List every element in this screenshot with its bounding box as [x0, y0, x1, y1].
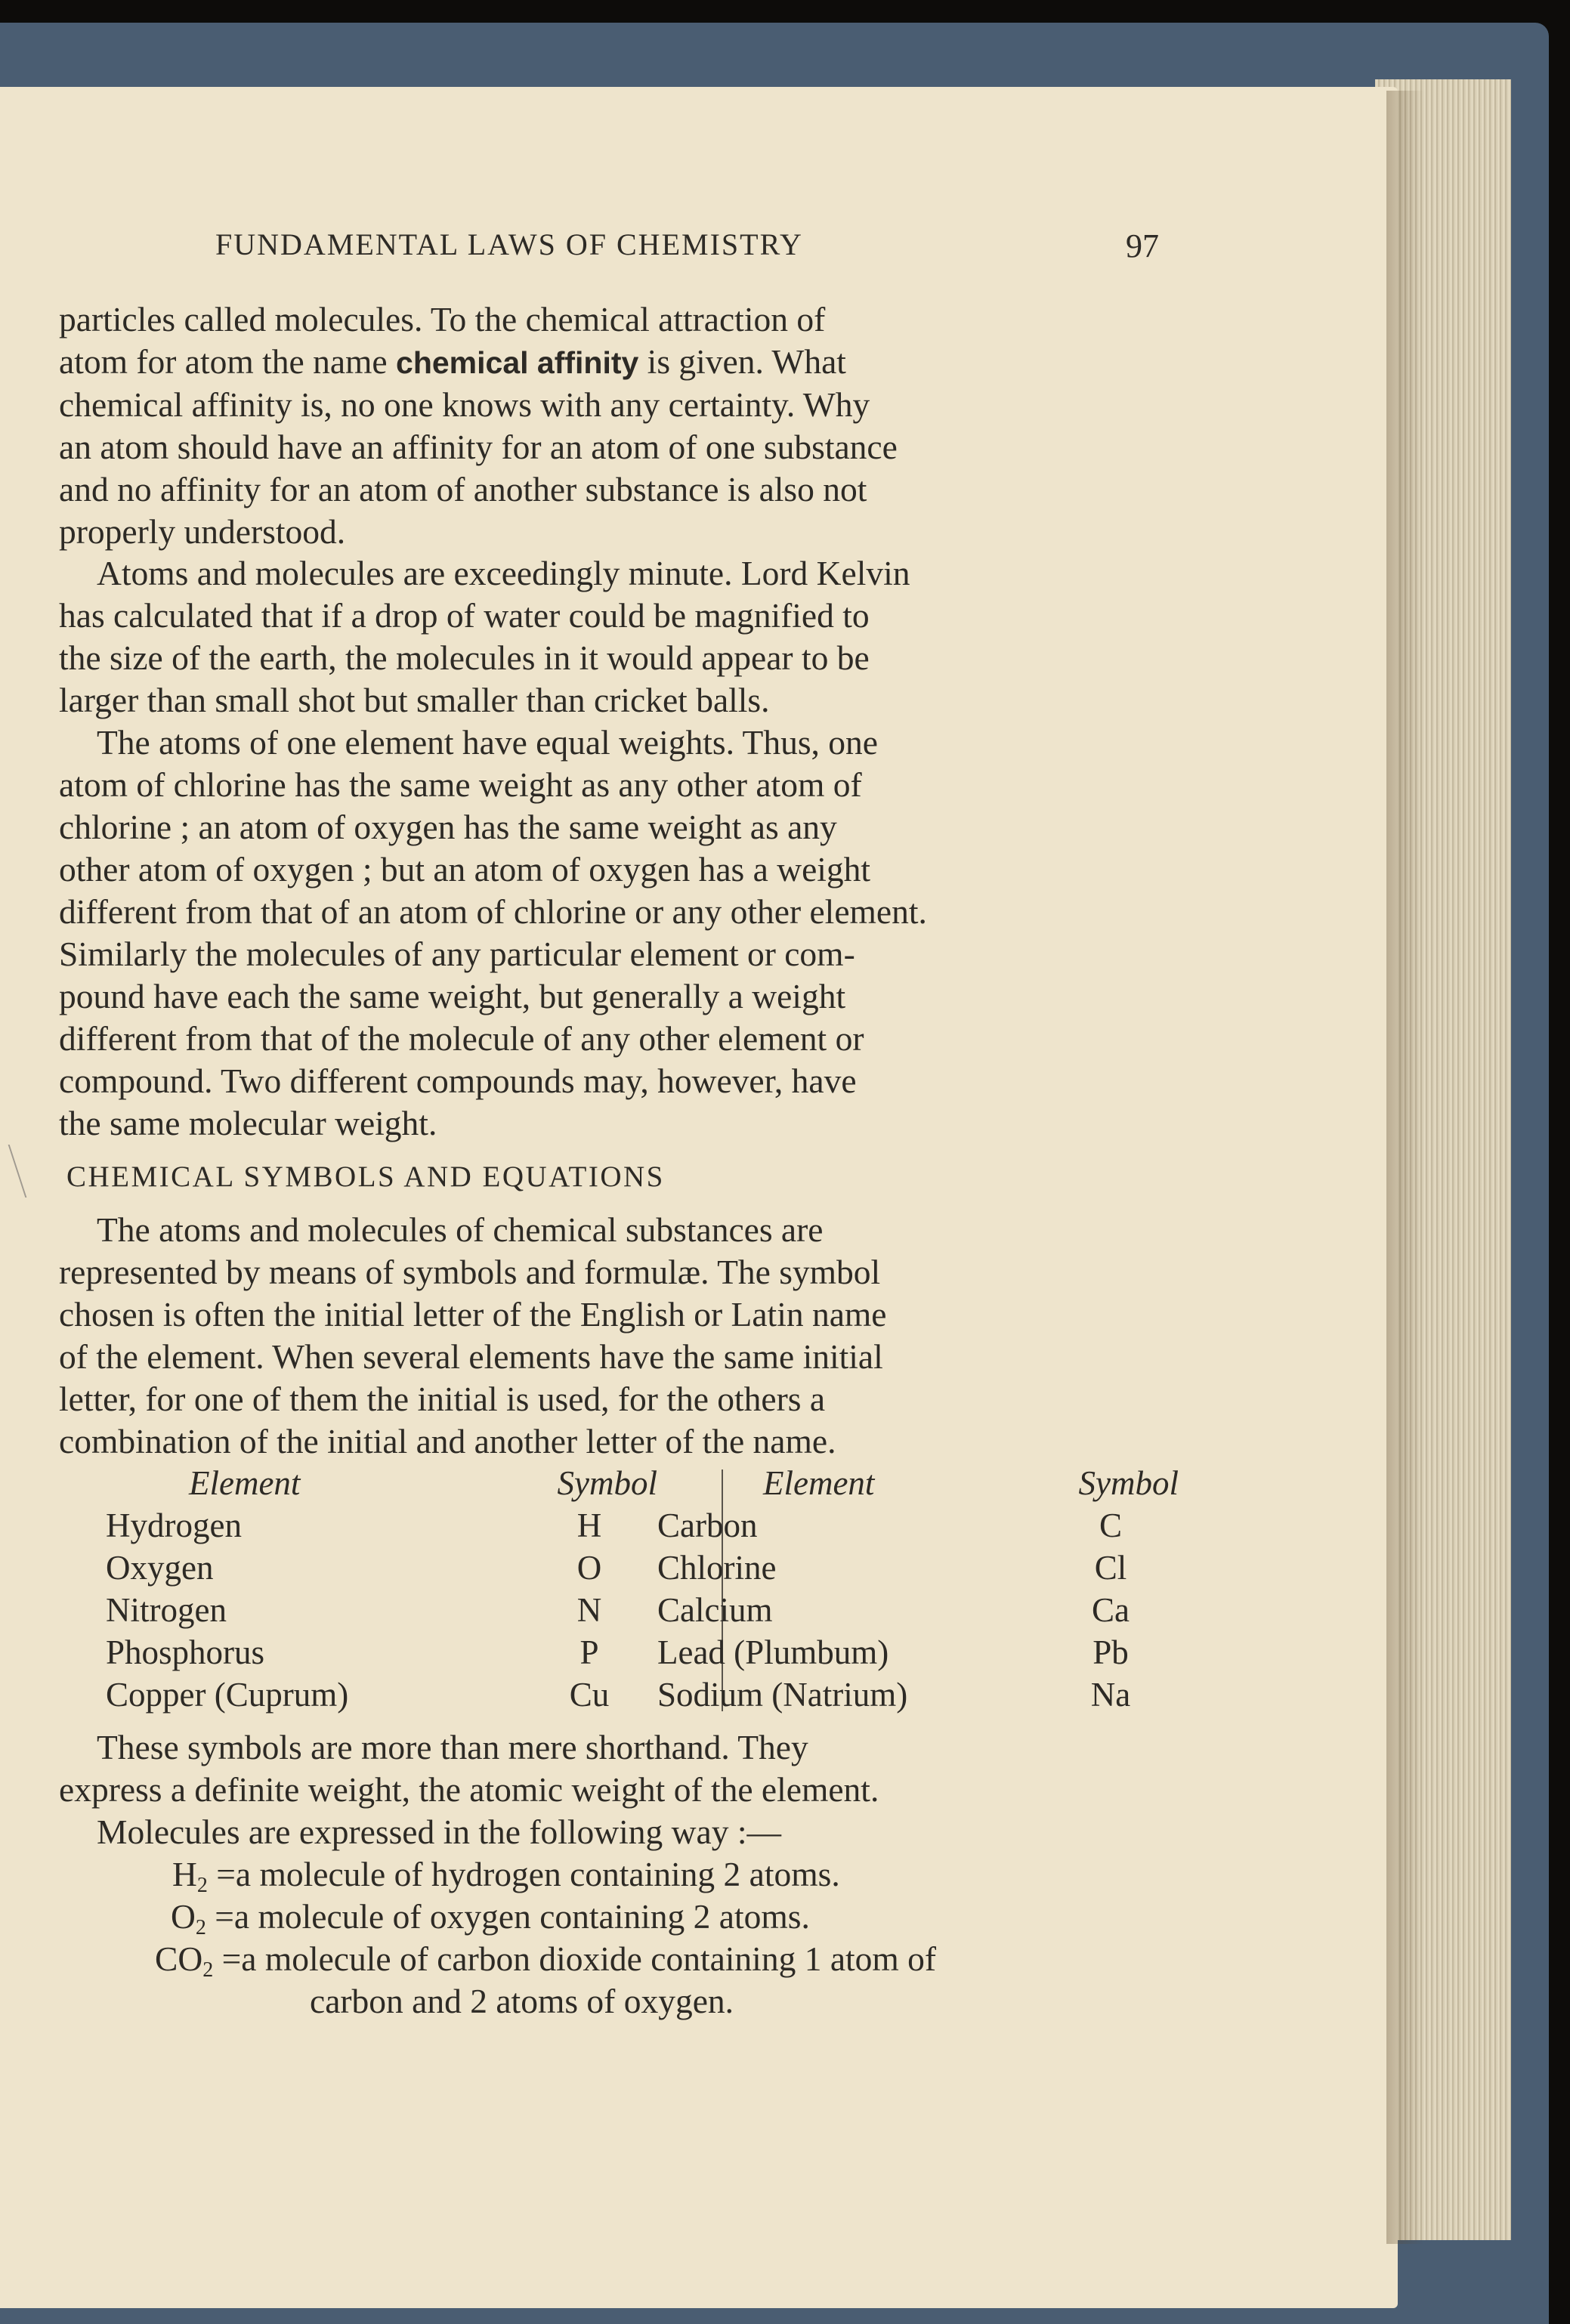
page-number: 97: [1126, 227, 1159, 264]
paragraph-1: [59, 298, 1170, 553]
paragraph-3: [59, 722, 1170, 1145]
formula-subscript: 2: [196, 1874, 208, 1897]
table-cell-symbol: Pb: [1093, 1633, 1129, 1671]
column-header-element: Element: [763, 1464, 875, 1502]
text-line: represented by means of symbols and formulæ. The symbol: [59, 1253, 881, 1291]
section-heading: CHEMICAL SYMBOLS AND EQUATIONS: [66, 1160, 665, 1193]
text-line: Atoms and molecules are exceedingly minute. Lord Kelvin: [97, 554, 910, 592]
text-line: chemical affinity is, no one knows with any certainty. Why: [59, 385, 870, 424]
paragraph-6: [59, 1811, 1170, 1853]
text-line: express a definite weight, the atomic weight of the element.: [59, 1770, 879, 1809]
table-cell-element: Lead (Plumbum): [657, 1633, 889, 1671]
paragraph-2: [59, 552, 1170, 722]
table-cell-element: Sodium (Natrium): [657, 1676, 908, 1714]
text-line: has calculated that if a drop of water could be magnified to: [59, 596, 870, 635]
formula-subscript: 2: [202, 1958, 214, 1982]
bold-term: chemical affinity: [396, 345, 639, 380]
text-line: letter, for one of them the initial is used, for the others a: [59, 1380, 826, 1418]
text-line: and no affinity for an atom of another substance is also not: [59, 470, 867, 508]
text-run: is given. What: [638, 342, 846, 381]
text-line: combination of the initial and another letter of the name.: [59, 1422, 836, 1460]
text-line: atom of chlorine has the same weight as any other atom of: [59, 765, 862, 804]
formula-symbol: CO: [155, 1939, 203, 1978]
text-line: the size of the earth, the molecules in it would appear to be: [59, 638, 870, 677]
table-cell-symbol: P: [579, 1633, 599, 1671]
table-cell-symbol: Cu: [569, 1676, 610, 1714]
table-cell-element: Nitrogen: [106, 1591, 227, 1629]
text-line: chosen is often the initial letter of the English or Latin name: [59, 1295, 887, 1334]
text-line: Molecules are expressed in the following way :—: [97, 1813, 781, 1851]
text-line: different from that of the molecule of any other element or: [59, 1019, 864, 1058]
running-title: FUNDAMENTAL LAWS OF CHEMISTRY: [215, 227, 803, 261]
column-header-symbol: Symbol: [557, 1464, 657, 1502]
formula-co2-continuation: carbon and 2 atoms of oxygen.: [310, 1982, 734, 2020]
formula-subscript: 2: [195, 1916, 206, 1939]
table-cell-element: Hydrogen: [106, 1507, 242, 1544]
table-cell-symbol: H: [576, 1507, 602, 1544]
text-line: different from that of an atom of chlorine or any other element.: [59, 892, 927, 931]
paragraph-4: [59, 1209, 1170, 1463]
table-cell-symbol: Ca: [1092, 1591, 1130, 1629]
formula-text: =a molecule of oxygen containing 2 atoms.: [206, 1897, 810, 1936]
text-line: chlorine ; an atom of oxygen has the same weight as any: [59, 808, 837, 846]
table-cell-symbol: N: [576, 1591, 602, 1629]
text-line: other atom of oxygen ; but an atom of oxygen has a weight: [59, 850, 871, 888]
text-line: pound have each the same weight, but generally a weight: [59, 977, 846, 1015]
table-cell-symbol: C: [1099, 1507, 1122, 1544]
element-symbol-table: [106, 1462, 1179, 1719]
text-line: The atoms and molecules of chemical substances are: [97, 1210, 824, 1249]
text-line: of the element. When several elements have the same initial: [59, 1337, 883, 1376]
formula-symbol: H: [172, 1855, 197, 1893]
table-cell-symbol: O: [576, 1549, 602, 1587]
formula-text: =a molecule of hydrogen containing 2 atoms.: [207, 1855, 840, 1893]
table-cell-symbol: Na: [1090, 1676, 1131, 1714]
text-line: particles called molecules. To the chemical attraction of: [59, 300, 826, 338]
text-line: [59, 341, 1170, 384]
text-line: larger than small shot but smaller than cricket balls.: [59, 681, 770, 719]
table-column-element-left: [106, 1462, 468, 1716]
text-line: compound. Two different compounds may, however, have: [59, 1062, 857, 1100]
text-line: the same molecular weight.: [59, 1104, 437, 1142]
text-line: These symbols are more than mere shorthand. They: [97, 1728, 808, 1766]
table-column-symbol-right: [997, 1462, 1179, 1716]
text-line: The atoms of one element have equal weights. Thus, one: [97, 723, 878, 762]
table-cell-element: Copper (Cuprum): [106, 1676, 349, 1714]
table-cell-element: Carbon: [657, 1507, 758, 1544]
gutter-shadow: [1386, 91, 1424, 2244]
paragraph-5: [59, 1726, 1170, 1811]
text-line: an atom should have an affinity for an atom of one substance: [59, 428, 898, 466]
text-line: properly understood.: [59, 512, 346, 551]
table-cell-element: Calcium: [657, 1591, 773, 1629]
table-cell-symbol: Cl: [1094, 1549, 1127, 1587]
table-cell-element: Chlorine: [657, 1549, 777, 1587]
pencil-mark: [880, 1107, 941, 1152]
text-line: Similarly the molecules of any particular element or com-: [59, 935, 855, 973]
formula-text: =a molecule of carbon dioxide containing 1 atom of: [213, 1939, 937, 1978]
formula-symbol: O: [171, 1897, 196, 1936]
table-cell-element: Phosphorus: [106, 1633, 265, 1671]
column-header-symbol: Symbol: [1078, 1464, 1179, 1502]
table-column-symbol-left: [468, 1462, 672, 1716]
table-cell-element: Oxygen: [106, 1549, 214, 1587]
text-run: atom for atom the name: [59, 342, 397, 381]
column-header-element: Element: [189, 1464, 301, 1502]
